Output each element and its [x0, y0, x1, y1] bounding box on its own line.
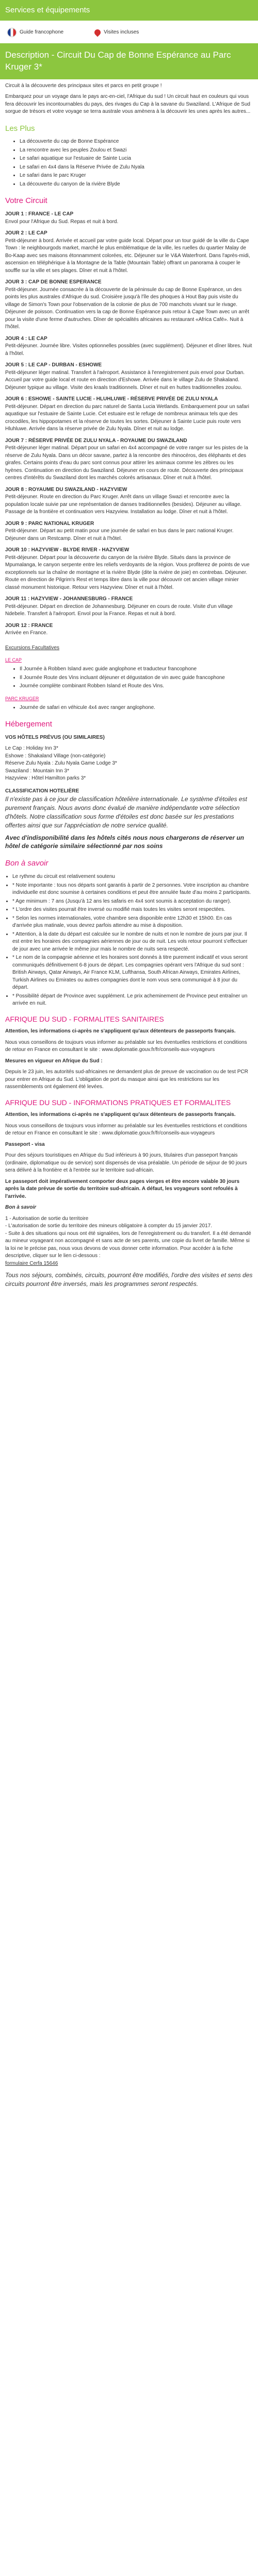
- content: [0, 79, 258, 1295]
- lecap-title: LE CAP: [5, 657, 22, 663]
- sanit-h: Mesures en vigueur en Afrique du Sud :: [5, 1058, 103, 1064]
- day-desc: Petit-déjeuner. Journée consacrée à la découverte de la péninsule du cap de Bonne Espérance, un des points les plus australes d'Afrique du sud. Croisière jusqu'à l'île des phoques à Hout Bay puis visite du village de Simon's Town pour l'observation de la colonie de plus de 700 manchots vivant sur le rivage. Déjeuner de poisson. Continuation vers la cap de Bonne Espérance puis retour à Cape Town avec un arrêt pour la visite d'une ferme d'autruches. Dîner de spécialités africaines au restaurant «Africa Café». Nuit à l'hôtel.: [5, 286, 249, 330]
- day-title: JOUR 9 : PARC NATIONAL KRUGER: [5, 520, 94, 527]
- day-desc: Envol pour l'Afrique du Sud. Repas et nuit à bord.: [5, 218, 119, 225]
- day-item: [5, 486, 253, 516]
- services-row: [0, 21, 258, 40]
- intro-2: Embarquez pour un voyage dans le pays arc-en-ciel, l'Afrique du sud ! Un circuit haut en couleurs qui vous fera découvrir les incontournables du pays, des rivages du Cap à la savane du Swaziland. L'Afrique de Sud sorgue de trésors et votre voyage se terra australe vous amènera à la découvrir les unes après les autres...: [5, 94, 251, 115]
- sanit-p1: Attention, les informations ci-après ne s'appliquent qu'aux détenteurs de passeports français.: [5, 1028, 236, 1034]
- day-item: [5, 437, 253, 482]
- services-header: Services et équipements: [0, 0, 258, 21]
- day-desc: Petit-déjeuner léger matinal. Départ pour un safari en 4x4 accompagné de votre ranger sur les pistes de la réserve de Zulu Nyala. Dans un décor savane, partez à la rencontre des rhinocéros, des éléphants et des girafes. Certains points d'eau du parc sont connus pour attirer les animaux comme les zèbres ou les hyènes. Continuation en direction du Swaziland. Déjeuner en cours de route. Découverte des principaux centres d'intérêts du Swaziland dont les marchés colorés artisanaux. Dîner et nuit à l'hôtel.: [5, 445, 248, 481]
- list-item: • Le safari en 4x4 dans la Réserve Privée de Zulu Nyala: [20, 164, 253, 172]
- day-title: JOUR 11 : HAZYVIEW - JOHANNESBURG - FRANCE: [5, 596, 133, 602]
- visits-label: Visites incluses: [104, 29, 139, 35]
- pol-p2[interactable]: Nous vous conseillons de toujours vous informer au préalable sur les éventuelles restrictions et conditions de retour en France en consultant le site : www.diplomatie.gouv.fr/fr/conseils-aux-voyageurs: [5, 1123, 247, 1136]
- final-note: Tous nos séjours, combinés, circuits, pourront être modifiés, l'ordre des visites et sens des circuits pourront être inversés, mais les programmes seront respectés.: [5, 1272, 253, 1287]
- day-item: [5, 622, 253, 637]
- day-title: JOUR 5 : LE CAP - DURBAN - ESHOWE: [5, 362, 102, 368]
- list-item: • La découverte du cap de Bonne Espérance: [20, 138, 253, 146]
- bonasavoir-list: [5, 873, 253, 1008]
- day-item: [5, 362, 253, 392]
- list-item: • * Le nom de la compagnie aérienne et les horaires sont donnés à titre purement indicatif et vous seront communiqués définitivement 6-8 jours de départ. Les compagnies opérant vers l'Afrique du sud sont : British Airways, Qatar Airways, Air France KLM, Lufthansa, South African Airways, Emirates Airlines, Turkish Airlines ou Emirates ou autres compagnies dont le nom vous sera communiqué à 8 jour du départ.: [12, 954, 253, 992]
- pol-p4: Le passeport doit impérativement comporter deux pages vierges et être encore valable 30 jours après la date prévue de sortie du territoire sud-africain. A défaut, les voyageurs sont refoulés à l'arrivée.: [5, 1178, 240, 1199]
- list-item: • Le safari dans le parc Kruger: [20, 172, 253, 180]
- day-item: [5, 396, 253, 433]
- list-item: • Il Journée à Robben Island avec guide anglophone et traducteur francophone: [20, 666, 253, 673]
- pol-p3: Pour des séjours touristiques en Afrique du Sud inférieurs à 90 jours, titulaires d'un passeport français (ordinaire, diplomatique ou de service) sont dispensés de visa préalable. Un période de séjour de 90 jours sera délivré à la frontière et à l'entrée sur le territoire sud-africain.: [5, 1153, 247, 1173]
- day-title: JOUR 2 : LE CAP: [5, 230, 47, 236]
- plus-title: Les Plus: [5, 124, 35, 133]
- plus-list: [5, 138, 253, 188]
- day-item: [5, 596, 253, 618]
- location-pin-icon: [93, 28, 102, 37]
- excursions-title: Excursions Facultatives: [5, 645, 60, 651]
- classif-title: CLASSIFICATION HOTELIÈRE: [5, 788, 79, 794]
- hotel-line: Le Cap : Holiday Inn 3*: [5, 745, 58, 752]
- day-title: JOUR 10 : HAZYVIEW - BLYDE RIVER - HAZYVIEW: [5, 547, 130, 553]
- pol-line: - Suite à des situations qui nous ont été signalées, lors de l'enregistrement ou du transfert. Il a été demandé au mineur voyageant non accompagné et sans acte de ses parents, une copie du livret de famille. Même si la loi ne le précise pas, nous vous devons de vous donner cette information. Pour accéder à la fiche descriptive, cliquer sur le lien ci-dessous :: [5, 1230, 251, 1259]
- day-desc: Petit-déjeuner léger matinal. Transfert à l'aéroport. Assistance à l'enregistrement puis envol pour Durban. Accueil par votre guide local et route en direction d'Eshowe. Arrivée dans le village Zulu de Shakaland. Déjeuner typique au village. Visite des kraals traditionnels. Dîner et nuit en huttes traditionnelles zoulou.: [5, 369, 245, 391]
- day-item: [5, 211, 253, 226]
- list-item: • La rencontre avec les peuples Zoulou et Swazi: [20, 147, 253, 155]
- day-title: JOUR 7 : RÉSERVE PRIVÉE DE ZULU NYALA - ROYAUME DU SWAZILAND: [5, 437, 187, 444]
- hotels-list: [5, 745, 253, 783]
- day-desc: Petit-déjeuner. Départ au petit matin pour une journée de safari en bus dans le parc national Kruger. Déjeuner dans un Restcamp. Dîner et nuit à l'hôtel.: [5, 528, 234, 541]
- pol-line: 1 - Autorisation de sortie du territoire: [5, 1215, 89, 1222]
- classif-text: Il n'existe pas à ce jour de classification hôtelière internationale. Le système d'étoiles est purement français. Nous avons donc évalué de manière indépendante votre sélection d'hôtels. Notre classification sous forme d'étoiles est donc basée sur les prestations offertes ainsi que sur l'appréciation de notre service qualité.: [5, 795, 247, 829]
- hebergement-title: Hébergement: [5, 720, 52, 729]
- pol-line: - L'autorisation de sortie du territoire des mineurs obligatoire à compter du 15 janvier 2017.: [5, 1223, 213, 1229]
- day-item: [5, 335, 253, 358]
- hotels-heading: VOS HÔTELS PRÉVUS (OU SIMILAIRES): [5, 734, 105, 740]
- list-item: • Journée complète combinant Robben Island et Route des Vins.: [20, 683, 253, 690]
- classif-bold: Avec d'indisponibilité dans les hôtels cités nous nous chargerons de réserver un hôtel de catégorie similaire sélectionné par nos soins: [5, 834, 244, 850]
- pol-h2: Bon à savoir: [5, 1205, 37, 1210]
- circuit-title: Votre Circuit: [5, 196, 47, 206]
- list-item: • * Selon les normes internationales, votre chambre sera disponible entre 12h30 et 15h00. En cas d'arrivée plus matinale, vous devrez parfois attendre au mise à disposition.: [12, 915, 253, 930]
- day-title: JOUR 3 : CAP DE BONNE ESPERANCE: [5, 279, 102, 285]
- pol-list: [5, 1215, 253, 1268]
- formalites-pol-title: AFRIQUE DU SUD - INFORMATIONS PRATIQUES ET FORMALITES: [5, 1098, 231, 1107]
- visits-service: [94, 28, 139, 37]
- day-item: [5, 230, 253, 275]
- list-item: • * Age minimum : 7 ans (Jusqu'à 12 ans les safaris en 4x4 sont soumis à acceptation du ranger).: [12, 898, 253, 906]
- day-title: JOUR 12 : FRANCE: [5, 622, 53, 629]
- day-title: JOUR 4 : LE CAP: [5, 335, 47, 342]
- sanit-p3: Depuis le 23 juin, les autorités sud-africaines ne demandent plus de preuve de vaccination ou de test PCR pour entrer en Afrique du Sud. L'obligation de port du masque ainsi que les restrictions sur les rassemblements ont également été levées.: [5, 1069, 248, 1090]
- day-title: JOUR 1 : FRANCE - LE CAP: [5, 211, 74, 217]
- pol-p1: Attention, les informations ci-après ne s'appliquent qu'aux détenteurs de passeports français.: [5, 1112, 236, 1117]
- day-desc: Petit-déjeuner. Journée libre. Visites optionnelles possibles (avec supplément). Déjeuner et dîner libres. Nuit à l'hôtel.: [5, 343, 252, 357]
- page-title: Description - Circuit Du Cap de Bonne Espérance au Parc Kruger 3*: [0, 43, 258, 79]
- guide-label: Guide francophone: [20, 29, 64, 35]
- day-item: [5, 520, 253, 543]
- list-item: • Le rythme du circuit est relativement soutenu: [12, 873, 253, 881]
- hotel-line: Eshowe : Shakaland Village (non-catégorie): [5, 753, 106, 759]
- hotel-line: Swaziland : Mountain Inn 3*: [5, 768, 69, 774]
- list-item: • Il Journée Route des Vins incluant déjeuner et dégustation de vin avec guide francophone: [20, 674, 253, 682]
- hotel-line: Hazyview : Hôtel Hamilton parks 3*: [5, 775, 86, 782]
- french-flag-icon: [7, 28, 17, 37]
- kruger-list: [5, 704, 253, 712]
- days-list: [5, 211, 253, 637]
- list-item: • * Possibilité départ de Province avec supplément. Le prix acheminement de Province peut entraîner un arrivée en nuit.: [12, 993, 253, 1008]
- list-item: • Journée de safari en véhicule 4x4 avec ranger anglophone.: [20, 704, 253, 712]
- guide-service: [7, 28, 63, 37]
- list-item: • * L'ordre des visites pourrait être inversé ou modifié mais toutes les visites seront respectées.: [12, 906, 253, 914]
- day-desc: Petit-déjeuner. Route en direction du Parc Kruger. Arrêt dans un village Swazi et rencontre avec la population locale suivie par une représentation de danses traditionnelles (besides). Déjeuner au village. Passage de la frontière et continuation vers Hazyview. Installation au lodge. Dîner et nuit à l'hôtel.: [5, 494, 242, 515]
- day-title: JOUR 6 : ESHOWE - SAINTE LUCIE - HLUHLUWE - RÉSERVE PRIVÉE DE ZULU NYALA: [5, 396, 218, 402]
- pol-h: Passeport - visa: [5, 1141, 45, 1147]
- cerfa-link[interactable]: formulaire Cerfa 15646: [5, 1260, 58, 1266]
- day-desc: Arrivée en France.: [5, 630, 48, 636]
- list-item: • Le safari aquatique sur l'estuaire de Sainte Lucia: [20, 155, 253, 163]
- intro-1: Circuit à la découverte des principaux sites et parcs en petit groupe !: [5, 82, 162, 89]
- lecap-list: [5, 666, 253, 690]
- bonasavoir-title: Bon à savoir: [5, 859, 49, 868]
- hotel-line: Réserve Zulu Nyala : Zulu Nyala Game Lodge 3*: [5, 760, 117, 767]
- list-item: • La découverte du canyon de la rivière Blyde: [20, 181, 253, 189]
- day-item: [5, 279, 253, 331]
- day-desc: Petit-déjeuner. Départ en direction de Johannesburg. Déjeuner en cours de route. Visite d'un village Ndebele. Transfert à l'aéroport. Envol pour la France. Repas et nuit à bord.: [5, 603, 233, 617]
- day-item: [5, 547, 253, 591]
- kruger-title: PARC KRUGER: [5, 696, 39, 701]
- list-item: • * Note importante : tous nos départs sont garantis à partir de 2 personnes. Votre inscription au chambre individuelle est donc soumise à certaines conditions et peut être annulée faute d'au moins 2 participants.: [12, 882, 253, 897]
- day-desc: Petit-déjeuner. Départ pour la découverte du canyon de la rivière Blyde. Situés dans la province de Mpumalanga, le canyon serpente entre les reliefs verdoyants de la région. Vous profiterez de points de vue exceptionnels sur la chaîne de montagne et la rivière Blyde (dite la rivière de joie) en contrebas. Déjeuner. Route en direction de Pilgrim's Rest et temps libre dans la ville pour découvrir cet ancien village minier classé monument historique. Retour vers Hazyview. Dîner et nuit à l'hôtel.: [5, 554, 250, 590]
- day-desc: Petit-déjeuner à bord. Arrivée et accueil par votre guide local. Départ pour un tour guidé de la ville du Cape Town : le neighbourgods market, marché le plus emblématique de la ville, les ruelles du quartier Malay de Bo-Kaap avec ses maisons étonnamment colorées, etc. Déjeuner sur le V&A Waterfront. Dans l'après-midi, ascension en téléphérique à la Montagne de la Table (Mountain Table) offrant un panorama à couper le souffle sur la ville et ses plages. Dîner et nuit à l'hôtel.: [5, 238, 250, 274]
- day-title: JOUR 8 : ROYAUME DU SWAZILAND - HAZYVIEW: [5, 486, 127, 493]
- sanit-p2[interactable]: Nous vous conseillons de toujours vous informer au préalable sur les éventuelles restrictions et conditions de retour en France en consultant le site : www.diplomatie.gouv.fr/fr/conseils-aux-voyageurs: [5, 1039, 247, 1053]
- formalites-sanit-title: AFRIQUE DU SUD - FORMALITES SANITAIRES: [5, 1014, 164, 1023]
- day-desc: Petit-déjeuner. Départ en direction du parc naturel de Santa Lucia Wetlands. Embarquement pour un safari aquatique sur l'estuaire de Sainte Lucie. Cet estuaire est le refuge de nombreux animaux tels que des crocodiles, les hippopotames et la réserve de toutes les sortes. Déjeuner à Sainte Lucie puis route vers Hluhluwe. Arrivée dans la réserve privée de Zulu Nyala. Dîner et nuit au lodge.: [5, 403, 249, 432]
- list-item: • * Attention, à la date du départ est calculée sur le nombre de nuits et non le nombre de jours par jour. Il est entre les horaires des compagnies aériennes de jour ou de nuit. Les vols retour pourront s'effectuer de jour avec une arrivée le même jour mais le nombre de nuits sera respecté.: [12, 931, 253, 954]
